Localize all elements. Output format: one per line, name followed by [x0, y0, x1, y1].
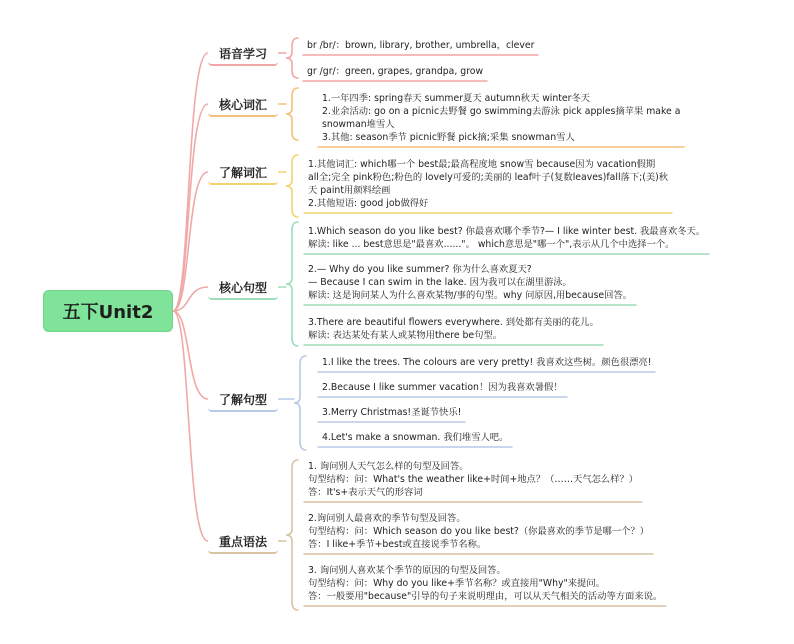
branch-core-vocab[interactable]	[208, 93, 278, 117]
core_sentences-brace	[286, 222, 298, 346]
leaf-text-line: 1.一年四季: spring春天 summer夏天 autumn秋天 winter冬天	[322, 93, 591, 104]
leaf-text-line: 答：一般要用"because"引导的句子来说明理由，可以从天气相关的活动等方面来说。	[308, 591, 663, 602]
leaf-text-line: 答：It's+表示天气的形容词	[308, 487, 423, 498]
branch-label: 核心句型	[218, 280, 267, 295]
grammar-leaf-2[interactable]	[308, 512, 649, 551]
leaf-text-line: 解读: like ... best意思是"最喜欢......"。 which意思是"哪一个",表示从几个中选择一个。	[308, 239, 675, 250]
leaf-text-line: 2.询问别人最喜欢的季节句型及回答。	[308, 513, 466, 524]
phonics-brace	[286, 38, 298, 78]
grammar-main-connector	[173, 311, 208, 541]
extra_sentences-main-connector	[173, 311, 208, 399]
leaf-text-line: 3.There are beautiful flowers everywhere. 到处都有美丽的花儿。	[308, 317, 599, 328]
leaf-text-line: 3. 询问别人喜欢某个季节的原因的句型及回答。	[308, 565, 506, 576]
extra-sentences-leaf-4[interactable]	[322, 431, 508, 444]
extra-vocab-leaf-1[interactable]	[308, 158, 668, 210]
core-sentences-leaf-3[interactable]	[308, 316, 599, 342]
leaf-text-line: 解读: 表达某处有某人或某物用there be句型。	[308, 330, 503, 341]
phonics-leaf-2[interactable]	[307, 65, 483, 78]
branch-label: 核心词汇	[218, 97, 267, 112]
branch-label: 重点语法	[218, 534, 267, 549]
grammar-leaf-1[interactable]	[308, 460, 638, 499]
leaf-text-line: 1.Which season do you like best? 你最喜欢哪个季节?— I like winter best. 我最喜欢冬天。	[308, 226, 706, 237]
core_vocab-main-connector	[173, 104, 208, 311]
leaf-text-line: 句型结构：问：Which season do you like best?（你最喜欢的季节是哪一个？）	[308, 526, 650, 537]
leaf-text-line: 2.— Why do you like summer? 你为什么喜欢夏天?	[308, 264, 532, 275]
leaf-text-line: 2.业余活动: go on a picnic去野餐 go swimming去游泳 pick apples摘苹果 make a	[322, 106, 681, 117]
leaf-text-line: 2.Because I like summer vacation！因为我喜欢暑假！	[322, 382, 563, 393]
phonics-leaf-1[interactable]	[307, 39, 534, 52]
leaf-text-line: 句型结构：问：Why do you like+季节名称？或直接用"Why"来提问。	[308, 578, 605, 589]
leaf-text-line: 天 paint用颜料绘画	[308, 185, 391, 196]
root-node[interactable]	[43, 290, 173, 332]
leaf-text-line: 4.Let's make a snowman. 我们堆雪人吧。	[322, 432, 509, 443]
branch-phonics[interactable]	[208, 42, 278, 66]
extra-sentences-leaf-2[interactable]	[322, 381, 563, 394]
leaf-text-line: snowman堆雪人	[322, 119, 395, 130]
grammar-leaf-3[interactable]	[308, 564, 662, 603]
extra_sentences-brace	[294, 356, 306, 450]
leaf-text-line: br /br/：brown, library, brother, umbrella，clever	[307, 40, 535, 51]
leaf-text-line: 3.Merry Christmas!圣诞节快乐!	[322, 407, 462, 418]
core-sentences-leaf-2[interactable]	[308, 263, 632, 302]
branch-label: 语音学习	[218, 46, 267, 61]
extra-sentences-leaf-3[interactable]	[322, 406, 461, 419]
leaf-text-line: 2.其他短语: good job做得好	[308, 198, 429, 209]
branch-label: 了解句型	[218, 392, 267, 407]
extra_vocab-brace	[286, 155, 298, 217]
leaf-text-line: 解读: 这是询问某人为什么喜欢某物/事的句型。why 问原因,用because回答。	[308, 290, 633, 301]
leaf-text-line: 1. 询问别人天气怎么样的句型及回答。	[308, 461, 469, 472]
leaf-text-line: 答：I like+季节+best或直接说季节名称。	[308, 539, 487, 550]
branch-extra-vocab[interactable]	[208, 161, 278, 185]
leaf-text-line: all全;完全 pink粉色;粉色的 lovely可爱的;美丽的 leaf叶子(复数leaves)fall落下;(美)秋	[308, 172, 669, 183]
leaf-text-line: 1.其他词汇: which哪一个 best最;最高程度地 snow雪 because因为 vacation假期	[308, 159, 656, 170]
branch-core-sentences[interactable]	[208, 276, 278, 300]
leaf-text-line: 1.I like the trees. The colours are very pretty! 我喜欢这些树。颜色很漂亮!	[322, 357, 652, 368]
leaf-text-line: gr /gr/：green, grapes, grandpa, grow	[307, 66, 484, 77]
branch-grammar[interactable]	[208, 530, 278, 554]
core-vocab-leaf-1[interactable]	[322, 92, 680, 144]
grammar-brace	[286, 460, 298, 610]
core-sentences-leaf-1[interactable]	[308, 225, 705, 251]
root-title: 五下Unit2	[62, 302, 154, 323]
branch-extra-sentences[interactable]	[208, 388, 278, 412]
leaf-text-line: 句型结构：问：What's the weather like+时间+地点？（……天气怎么样？）	[308, 474, 639, 485]
core_vocab-brace	[286, 88, 298, 140]
leaf-text-line: — Because I can swim in the lake. 因为我可以在湖里游泳。	[308, 277, 572, 288]
branch-label: 了解词汇	[218, 165, 267, 180]
extra-sentences-leaf-1[interactable]	[322, 356, 651, 369]
leaf-text-line: 3.其他: season季节 picnic野餐 pick摘;采集 snowman雪人	[322, 132, 575, 143]
